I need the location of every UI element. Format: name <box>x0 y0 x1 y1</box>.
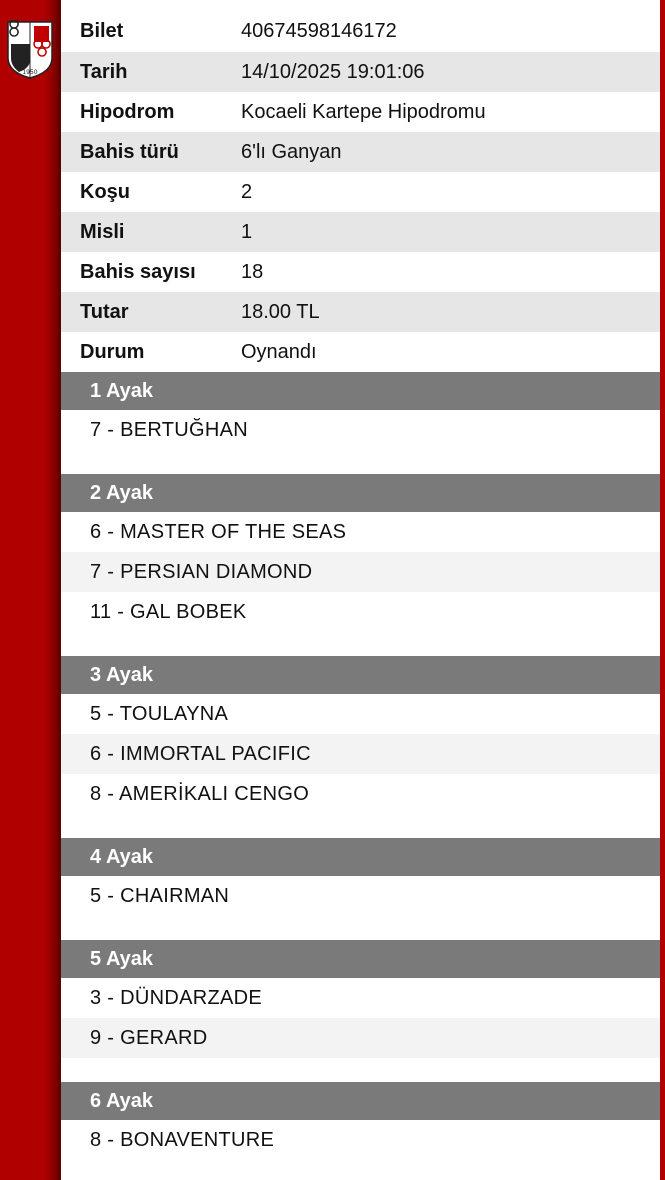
info-label: Tutar <box>80 300 129 323</box>
info-row <box>61 292 660 332</box>
leg-horse-list <box>61 512 660 656</box>
info-value: 6'lı Ganyan <box>241 140 342 163</box>
horse-selection: 6 - IMMORTAL PACIFIC <box>61 734 660 774</box>
horse-selection: 5 - CHAIRMAN <box>61 876 660 916</box>
info-label: Bahis türü <box>80 140 179 163</box>
info-row <box>61 132 660 172</box>
leg-horse-list <box>61 876 660 940</box>
horse-selection: 8 - AMERİKALI CENGO <box>61 774 660 814</box>
horse-selection: 3 - DÜNDARZADE <box>61 978 660 1018</box>
leg-header: 1 Ayak <box>61 372 660 410</box>
info-value: 1 <box>241 220 253 243</box>
horse-selection: 7 - PERSIAN DIAMOND <box>61 552 660 592</box>
leg-horse-list <box>61 978 660 1082</box>
horse-selection: 5 - TOULAYNA <box>61 694 660 734</box>
leg-horse-list <box>61 1120 660 1180</box>
club-crest-icon <box>6 20 54 80</box>
leg-header: 2 Ayak <box>61 474 660 512</box>
info-row <box>61 332 660 372</box>
leg-horse-list <box>61 694 660 838</box>
info-label: Tarih <box>80 60 128 83</box>
info-row <box>61 172 660 212</box>
info-value: 2 <box>241 180 253 203</box>
info-value: 14/10/2025 19:01:06 <box>241 60 425 83</box>
info-value: 40674598146172 <box>241 20 397 42</box>
info-value: 18 <box>241 260 264 283</box>
leg-header: 4 Ayak <box>61 838 660 876</box>
info-row <box>61 52 660 92</box>
horse-selection: 9 - GERARD <box>61 1018 660 1058</box>
leg-horse-list <box>61 410 660 474</box>
info-label: Durum <box>80 340 145 363</box>
info-row <box>61 212 660 252</box>
info-value: 18.00 TL <box>241 300 320 323</box>
leg-header: 5 Ayak <box>61 940 660 978</box>
info-row <box>61 252 660 292</box>
info-label: Bilet <box>80 20 124 42</box>
horse-selection: 6 - MASTER OF THE SEAS <box>61 512 660 552</box>
info-value: Kocaeli Kartepe Hipodromu <box>241 100 486 123</box>
leg-header: 3 Ayak <box>61 656 660 694</box>
info-row <box>61 0 660 52</box>
info-row <box>61 92 660 132</box>
info-label: Koşu <box>80 180 130 203</box>
legs-section <box>61 372 660 1180</box>
info-label: Misli <box>80 220 125 243</box>
horse-selection: 7 - BERTUĞHAN <box>61 410 660 450</box>
right-brand-rail <box>660 0 665 1180</box>
horse-selection: 8 - BONAVENTURE <box>61 1120 660 1160</box>
ticket-info-table <box>61 0 660 372</box>
ticket-content <box>61 0 660 1180</box>
info-label: Bahis sayısı <box>80 260 196 283</box>
logo-year: 1950 <box>22 69 38 76</box>
leg-header: 6 Ayak <box>61 1082 660 1120</box>
horse-selection: 11 - GAL BOBEK <box>61 592 660 632</box>
info-label: Hipodrom <box>80 100 175 123</box>
info-value: Oynandı <box>241 340 317 363</box>
left-brand-rail <box>0 0 61 1180</box>
